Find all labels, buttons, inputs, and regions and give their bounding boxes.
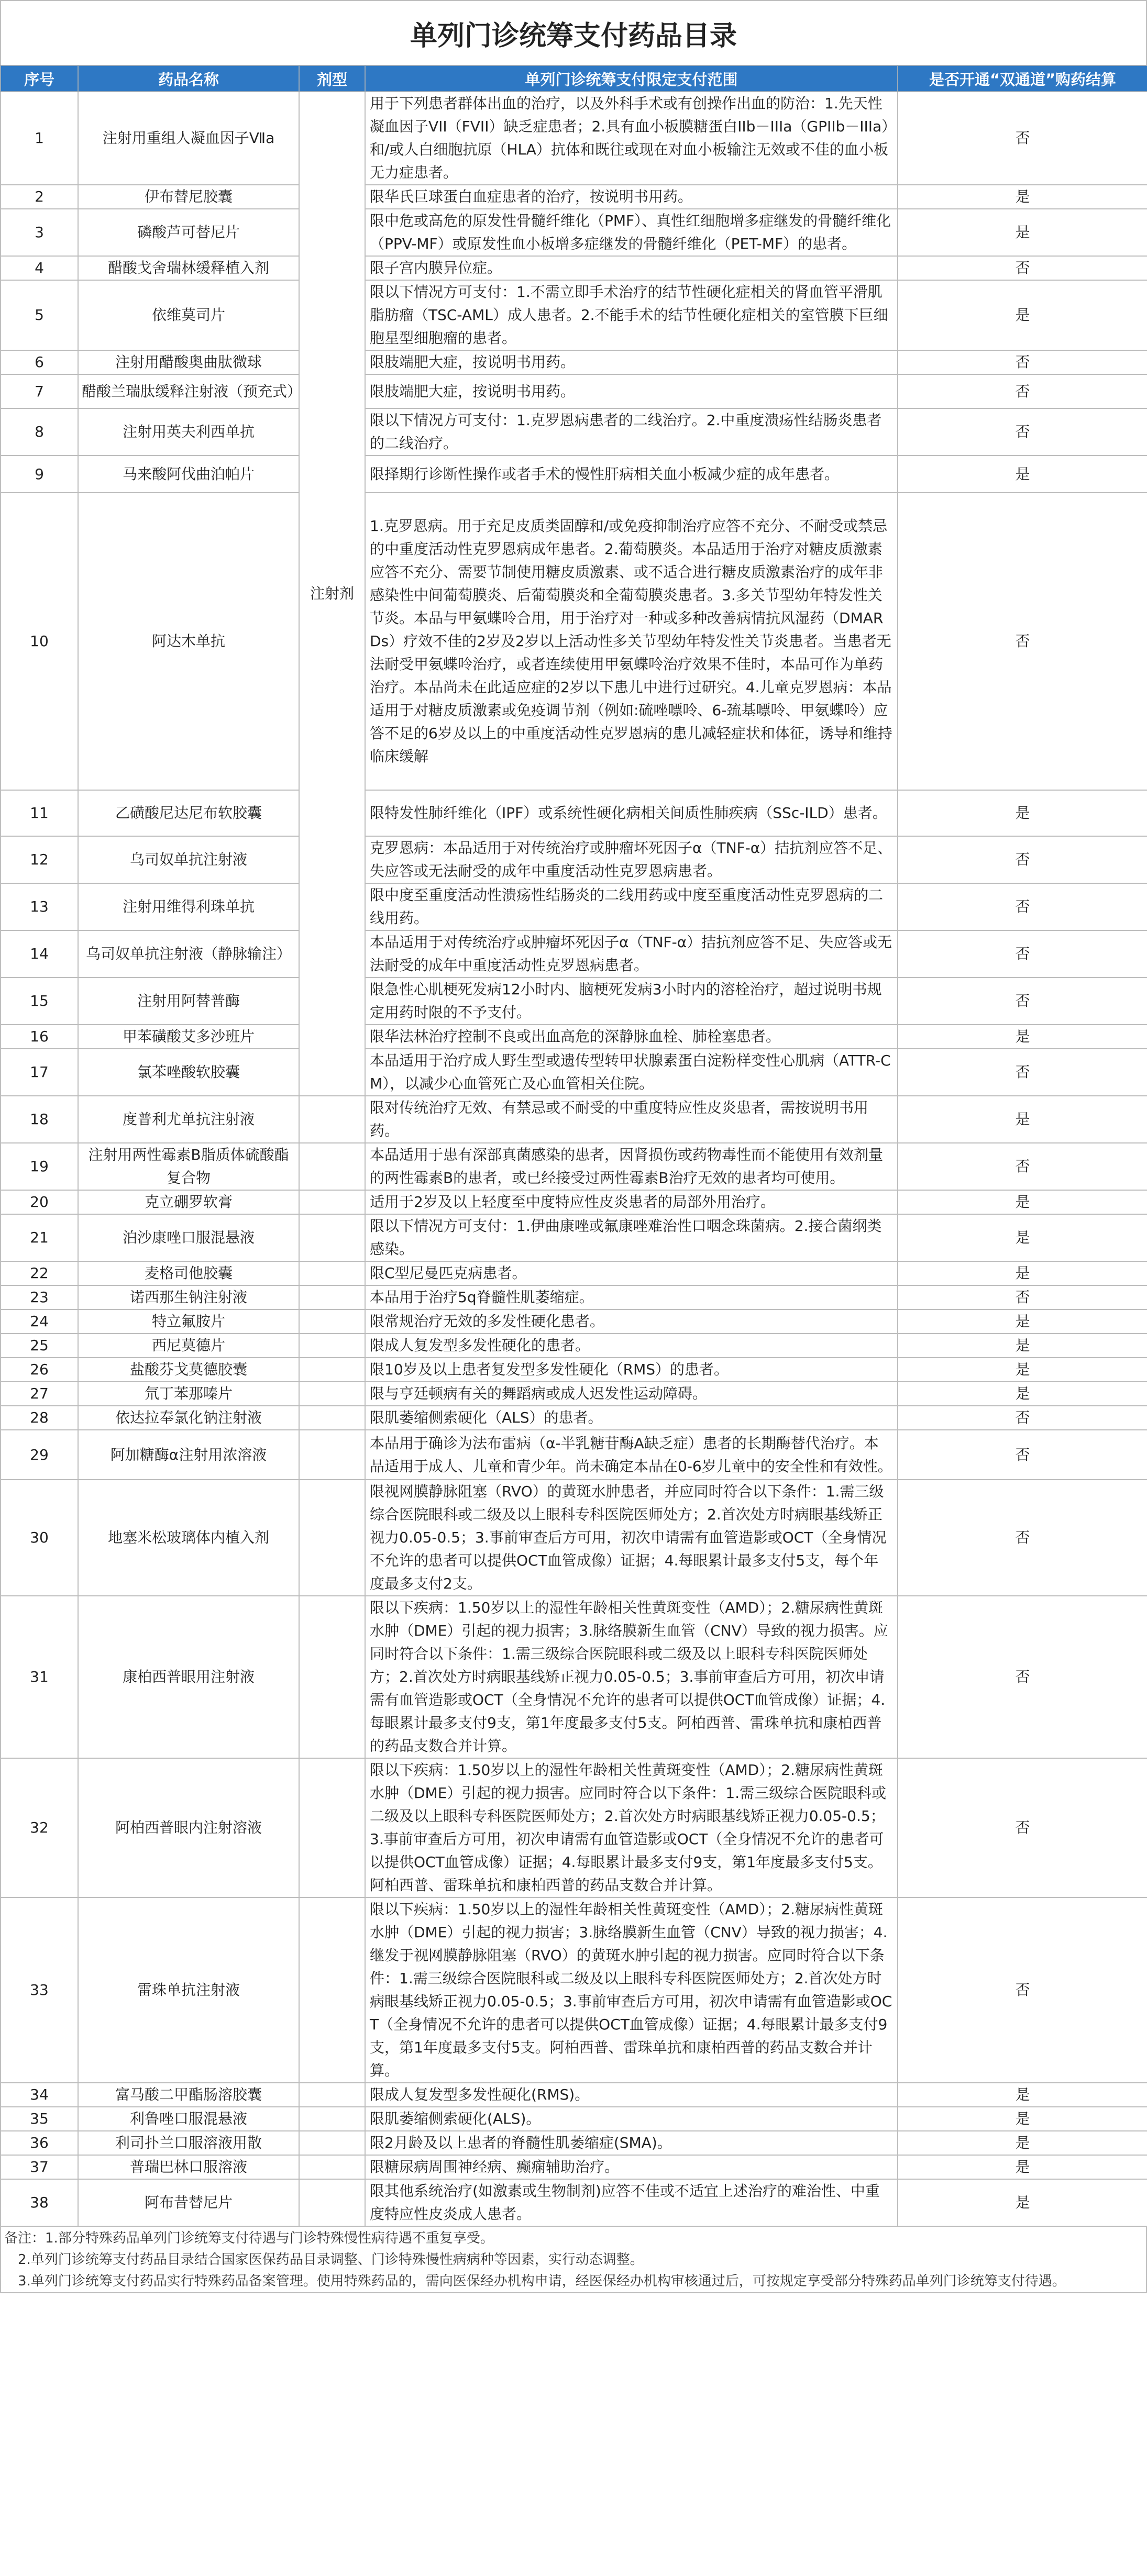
payment-scope: 限其他系统治疗(如激素或生物制剂)应答不佳或不适宜上述治疗的难治性、中重度特应性皮炎成人患者。 — [365, 2179, 898, 2226]
table-row — [1, 350, 1147, 374]
drug-name: 克立硼罗软膏 — [78, 1190, 299, 1214]
table-row — [1, 978, 1147, 1025]
row-number: 26 — [1, 1358, 78, 1382]
row-number: 12 — [1, 836, 78, 883]
dosage-form-empty — [299, 2155, 365, 2179]
drug-name: 醋酸戈舍瑞林缓释植入剂 — [78, 256, 299, 280]
row-number: 37 — [1, 2155, 78, 2179]
row-number: 20 — [1, 1190, 78, 1214]
dual-channel-flag: 是 — [898, 2131, 1147, 2155]
payment-scope: 限中危或高危的原发性骨髓纤维化（PMF）、真性红细胞增多症继发的骨髓纤维化（PPV-MF）或原发性血小板增多症继发的骨髓纤维化（PET-MF）的患者。 — [365, 209, 898, 256]
row-number: 35 — [1, 2107, 78, 2131]
drug-name: 阿布昔替尼片 — [78, 2179, 299, 2226]
table-row — [1, 1758, 1147, 1897]
dual-channel-flag: 是 — [898, 2155, 1147, 2179]
dual-channel-flag: 是 — [898, 209, 1147, 256]
dual-channel-flag: 否 — [898, 1430, 1147, 1480]
payment-scope: 限C型尼曼匹克病患者。 — [365, 1261, 898, 1285]
row-number: 5 — [1, 280, 78, 350]
drug-name: 阿达木单抗 — [78, 493, 299, 790]
table-row — [1, 790, 1147, 836]
drug-name: 诺西那生钠注射液 — [78, 1285, 299, 1309]
payment-scope: 本品用于治疗5q脊髓性肌萎缩症。 — [365, 1285, 898, 1309]
dual-channel-flag: 是 — [898, 1025, 1147, 1049]
table-row — [1, 836, 1147, 883]
table-row — [1, 1096, 1147, 1143]
drug-name: 泊沙康唑口服混悬液 — [78, 1214, 299, 1261]
row-number: 1 — [1, 92, 78, 185]
payment-scope: 限对传统治疗无效、有禁忌或不耐受的中重度特应性皮炎患者，需按说明书用药。 — [365, 1096, 898, 1143]
payment-scope: 限以下疾病：1.50岁以上的湿性年龄相关性黄斑变性（AMD）；2.糖尿病性黄斑水肿（DME）引起的视力损害；3.脉络膜新生血管（CNV）导致的视力损害。应同时符合以下条件：1.需三级综合医院眼科或二级及以上眼科专科医院医师处方；2.首次处方时病眼基线矫正视力0.05-0.5；3.事前审查后方可用，初次申请需有血管造影或OCT（全身情况不允许的患者可以提供OCT血管成像）证据；4.每眼累计最多支付9支，第1年度最多支付5支。阿柏西普、雷珠单抗和康柏西普的药品支数合并计算。 — [365, 1596, 898, 1758]
dosage-form-empty — [299, 1897, 365, 2083]
dual-channel-flag: 是 — [898, 1358, 1147, 1382]
drug-name: 伊布替尼胶囊 — [78, 185, 299, 209]
payment-scope: 本品用于确诊为法布雷病（α-半乳糖苷酶A缺乏症）患者的长期酶替代治疗。本品适用于成人、儿童和青少年。尚未确定本品在0-6岁儿童中的安全性和有效性。 — [365, 1430, 898, 1480]
dual-channel-flag: 是 — [898, 1309, 1147, 1334]
dosage-form-empty — [299, 2083, 365, 2107]
table-row — [1, 209, 1147, 256]
dosage-form-empty — [299, 1143, 365, 1190]
drug-name: 利司扑兰口服溶液用散 — [78, 2131, 299, 2155]
header-row — [1, 65, 1147, 92]
drug-name: 注射用重组人凝血因子Ⅶa — [78, 92, 299, 185]
table-row — [1, 456, 1147, 493]
payment-scope: 限急性心肌梗死发病12小时内、脑梗死发病3小时内的溶栓治疗，超过说明书规定用药时限的不予支付。 — [365, 978, 898, 1025]
dual-channel-flag: 否 — [898, 493, 1147, 790]
payment-scope: 限以下情况方可支付：1.不需立即手术治疗的结节性硬化症相关的肾血管平滑肌脂肪瘤（TSC-AML）成人患者。2.不能手术的结节性硬化症相关的室管膜下巨细胞星型细胞瘤的患者。 — [365, 280, 898, 350]
dual-channel-flag: 否 — [898, 1049, 1147, 1096]
table-row — [1, 493, 1147, 790]
col-header-name: 药品名称 — [78, 65, 299, 92]
table-row — [1, 1480, 1147, 1596]
payment-scope: 限与亨廷顿病有关的舞蹈病或成人迟发性运动障碍。 — [365, 1382, 898, 1406]
dosage-form-empty — [299, 1261, 365, 1285]
payment-scope: 限2月龄及以上患者的脊髓性肌萎缩症(SMA)。 — [365, 2131, 898, 2155]
row-number: 8 — [1, 408, 78, 456]
row-number: 16 — [1, 1025, 78, 1049]
dual-channel-flag: 否 — [898, 256, 1147, 280]
payment-scope: 适用于2岁及以上轻度至中度特应性皮炎患者的局部外用治疗。 — [365, 1190, 898, 1214]
drug-name: 注射用两性霉素B脂质体硫酸酯复合物 — [78, 1143, 299, 1190]
row-number: 11 — [1, 790, 78, 836]
table-row — [1, 1143, 1147, 1190]
table-row — [1, 1430, 1147, 1480]
dual-channel-flag: 否 — [898, 978, 1147, 1025]
table-body — [1, 92, 1147, 2226]
dual-channel-flag: 否 — [898, 1285, 1147, 1309]
table-row — [1, 883, 1147, 930]
drug-name: 利鲁唑口服混悬液 — [78, 2107, 299, 2131]
payment-scope: 限中度至重度活动性溃疡性结肠炎的二线用药或中度至重度活动性克罗恩病的二线用药。 — [365, 883, 898, 930]
payment-scope: 限肌萎缩侧索硬化（ALS）的患者。 — [365, 1406, 898, 1430]
drug-name: 注射用英夫利西单抗 — [78, 408, 299, 456]
payment-scope: 限以下情况方可支付：1.克罗恩病患者的二线治疗。2.中重度溃疡性结肠炎患者的二线治疗。 — [365, 408, 898, 456]
row-number: 22 — [1, 1261, 78, 1285]
drug-name: 乙磺酸尼达尼布软胶囊 — [78, 790, 299, 836]
drug-name: 盐酸芬戈莫德胶囊 — [78, 1358, 299, 1382]
row-number: 9 — [1, 456, 78, 493]
dual-channel-flag: 是 — [898, 1382, 1147, 1406]
col-header-no: 序号 — [1, 65, 78, 92]
drug-name: 甲苯磺酸艾多沙班片 — [78, 1025, 299, 1049]
drug-name: 西尼莫德片 — [78, 1334, 299, 1358]
row-number: 4 — [1, 256, 78, 280]
dual-channel-flag: 否 — [898, 1143, 1147, 1190]
note-item: 3.单列门诊统筹支付药品实行特殊药品备案管理。使用特殊药品的，需向医保经办机构申请，经医保经办机构审核通过后，可按规定享受部分特殊药品单列门诊统筹支付待遇。 — [18, 2273, 1066, 2289]
row-number: 34 — [1, 2083, 78, 2107]
payment-scope: 1.克罗恩病。用于充足皮质类固醇和/或免疫抑制治疗应答不充分、不耐受或禁忌的中重度活动性克罗恩病成年患者。2.葡萄膜炎。本品适用于治疗对糖皮质激素应答不充分、需要节制使用糖皮质激素、或不适合进行糖皮质激素治疗的成年非感染性中间葡萄膜炎、后葡萄膜炎和全葡萄膜炎患者。3.多关节型幼年特发性关节炎。本品与甲氨蝶呤合用，用于治疗对一种或多种改善病情抗风湿药（DMARDs）疗效不佳的2岁及2岁以上活动性多关节型幼年特发性关节炎患者。当患者无法耐受甲氨蝶呤治疗，或者连续使用甲氨蝶呤治疗效果不佳时，本品可作为单药治疗。本品尚未在此适应症的2岁以下患儿中进行过研究。4.儿童克罗恩病：本品适用于对糖皮质激素或免疫调节剂（例如:硫唑嘌呤、6-巯基嘌呤、甲氨蝶呤）应答不足的6岁及以上的中重度活动性克罗恩病的患儿减轻症状和体征，诱导和维持临床缓解 — [365, 493, 898, 790]
dual-channel-flag: 否 — [898, 883, 1147, 930]
row-number: 17 — [1, 1049, 78, 1096]
payment-scope: 限以下疾病：1.50岁以上的湿性年龄相关性黄斑变性（AMD）；2.糖尿病性黄斑水肿（DME）引起的视力损害；3.脉络膜新生血管（CNV）导致的视力损害；4.继发于视网膜静脉阻塞（RVO）的黄斑水肿引起的视力损害。应同时符合以下条件：1.需三级综合医院眼科或二级及以上眼科专科医院医师处方；2.首次处方时病眼基线矫正视力0.05-0.5；3.事前审查后方可用，初次申请需有血管造影或OCT（全身情况不允许的患者可以提供OCT血管成像）证据；4.每眼累计最多支付9支，第1年度最多支付5支。阿柏西普、雷珠单抗和康柏西普的药品支数合并计算。 — [365, 1897, 898, 2083]
payment-scope: 限华法林治疗控制不良或出血高危的深静脉血栓、肺栓塞患者。 — [365, 1025, 898, 1049]
payment-scope: 限肌萎缩侧索硬化(ALS)。 — [365, 2107, 898, 2131]
note-item: 2.单列门诊统筹支付药品目录结合国家医保药品目录调整、门诊特殊慢性病病种等因素，实行动态调整。 — [18, 2252, 644, 2268]
notes — [0, 2227, 1147, 2293]
dual-channel-flag: 是 — [898, 1261, 1147, 1285]
drug-name: 乌司奴单抗注射液（静脉输注） — [78, 930, 299, 978]
table-row — [1, 1358, 1147, 1382]
table-row — [1, 1214, 1147, 1261]
drug-name: 阿加糖酶α注射用浓溶液 — [78, 1430, 299, 1480]
row-number: 38 — [1, 2179, 78, 2226]
row-number: 32 — [1, 1758, 78, 1897]
drug-name: 注射用阿替普酶 — [78, 978, 299, 1025]
payment-scope: 限以下情况方可支付：1.伊曲康唑或氟康唑难治性口咽念珠菌病。2.接合菌纲类感染。 — [365, 1214, 898, 1261]
dual-channel-flag: 是 — [898, 790, 1147, 836]
drug-name: 度普利尤单抗注射液 — [78, 1096, 299, 1143]
row-number: 18 — [1, 1096, 78, 1143]
table-row — [1, 1190, 1147, 1214]
col-header-channel: 是否开通“双通道”购药结算 — [898, 65, 1147, 92]
payment-scope: 限肢端肥大症，按说明书用药。 — [365, 350, 898, 374]
payment-scope: 限视网膜静脉阻塞（RVO）的黄斑水肿患者，并应同时符合以下条件：1.需三级综合医院眼科或二级及以上眼科专科医院医师处方；2.首次处方时病眼基线矫正视力0.05-0.5；3.事前审查后方可用，初次申请需有血管造影或OCT（全身情况不允许的患者可以提供OCT血管成像）证据；4.每眼累计最多支付5支，每个年度最多支付2支。 — [365, 1480, 898, 1596]
dosage-form-empty — [299, 1214, 365, 1261]
payment-scope: 限常规治疗无效的多发性硬化患者。 — [365, 1309, 898, 1334]
drug-name: 氯苯唑酸软胶囊 — [78, 1049, 299, 1096]
drug-name: 特立氟胺片 — [78, 1309, 299, 1334]
dual-channel-flag: 否 — [898, 1758, 1147, 1897]
col-header-scope: 单列门诊统筹支付限定支付范围 — [365, 65, 898, 92]
row-number: 2 — [1, 185, 78, 209]
dosage-form-empty — [299, 1430, 365, 1480]
dual-channel-flag: 是 — [898, 2083, 1147, 2107]
dual-channel-flag: 是 — [898, 1214, 1147, 1261]
dosage-form-empty — [299, 1382, 365, 1406]
row-number: 13 — [1, 883, 78, 930]
table-row — [1, 1897, 1147, 2083]
table-row — [1, 1261, 1147, 1285]
payment-scope: 限糖尿病周围神经病、癫痫辅助治疗。 — [365, 2155, 898, 2179]
dosage-form-empty — [299, 1480, 365, 1596]
row-number: 23 — [1, 1285, 78, 1309]
drug-name: 注射用维得利珠单抗 — [78, 883, 299, 930]
table-row — [1, 1382, 1147, 1406]
dual-channel-flag: 否 — [898, 92, 1147, 185]
row-number: 25 — [1, 1334, 78, 1358]
row-number: 31 — [1, 1596, 78, 1758]
dual-channel-flag: 否 — [898, 374, 1147, 408]
drug-name: 依达拉奉氯化钠注射液 — [78, 1406, 299, 1430]
notes-label: 备注： — [4, 2230, 46, 2246]
row-number: 15 — [1, 978, 78, 1025]
row-number: 30 — [1, 1480, 78, 1596]
payment-scope: 限肢端肥大症，按说明书用药。 — [365, 374, 898, 408]
col-header-form: 剂型 — [299, 65, 365, 92]
dual-channel-flag: 否 — [898, 930, 1147, 978]
dosage-form-empty — [299, 1190, 365, 1214]
table-row — [1, 2179, 1147, 2226]
dual-channel-flag: 否 — [898, 1596, 1147, 1758]
drug-name: 醋酸兰瑞肽缓释注射液（预充式） — [78, 374, 299, 408]
row-number: 33 — [1, 1897, 78, 2083]
drug-name: 麦格司他胶囊 — [78, 1261, 299, 1285]
drug-name: 马来酸阿伐曲泊帕片 — [78, 456, 299, 493]
dual-channel-flag: 否 — [898, 408, 1147, 456]
table-row — [1, 1049, 1147, 1096]
dual-channel-flag: 是 — [898, 456, 1147, 493]
dual-channel-flag: 是 — [898, 2107, 1147, 2131]
row-number: 36 — [1, 2131, 78, 2155]
row-number: 10 — [1, 493, 78, 790]
row-number: 7 — [1, 374, 78, 408]
drug-name: 乌司奴单抗注射液 — [78, 836, 299, 883]
payment-scope: 本品适用于患有深部真菌感染的患者，因肾损伤或药物毒性而不能使用有效剂量的两性霉素B的患者，或已经接受过两性霉素B治疗无效的患者均可使用。 — [365, 1143, 898, 1190]
table-row — [1, 2107, 1147, 2131]
payment-scope: 限择期行诊断性操作或者手术的慢性肝病相关血小板减少症的成年患者。 — [365, 456, 898, 493]
dosage-form-empty — [299, 2107, 365, 2131]
row-number: 28 — [1, 1406, 78, 1430]
note-item: 1.部分特殊药品单列门诊统筹支付待遇与门诊特殊慢性病待遇不重复享受。 — [45, 2230, 494, 2246]
dosage-form-cell: 注射剂 — [299, 92, 365, 1096]
payment-scope: 限特发性肺纤维化（IPF）或系统性硬化病相关间质性肺疾病（SSc-ILD）患者。 — [365, 790, 898, 836]
table-row — [1, 1596, 1147, 1758]
table-row — [1, 2155, 1147, 2179]
drug-name: 磷酸芦可替尼片 — [78, 209, 299, 256]
drug-name: 注射用醋酸奥曲肽微球 — [78, 350, 299, 374]
payment-scope: 克罗恩病：本品适用于对传统治疗或肿瘤坏死因子α（TNF-α）拮抗剂应答不足、失应答或无法耐受的成年中重度活动性克罗恩病患者。 — [365, 836, 898, 883]
dosage-form-empty — [299, 1334, 365, 1358]
dual-channel-flag: 否 — [898, 1480, 1147, 1596]
drug-name: 氘丁苯那嗪片 — [78, 1382, 299, 1406]
dual-channel-flag: 是 — [898, 185, 1147, 209]
row-number: 19 — [1, 1143, 78, 1190]
table-row — [1, 280, 1147, 350]
table-row — [1, 1025, 1147, 1049]
drug-table — [0, 65, 1147, 2227]
payment-scope: 限以下疾病：1.50岁以上的湿性年龄相关性黄斑变性（AMD）；2.糖尿病性黄斑水肿（DME）引起的视力损害。应同时符合以下条件：1.需三级综合医院眼科或二级及以上眼科专科医院医师处方；2.首次处方时病眼基线矫正视力0.05-0.5；3.事前审查后方可用，初次申请需有血管造影或OCT（全身情况不允许的患者可以提供OCT血管成像）证据；4.每眼累计最多支付9支，第1年度最多支付5支。阿柏西普、雷珠单抗和康柏西普的药品支数合并计算。 — [365, 1758, 898, 1897]
table-row — [1, 1309, 1147, 1334]
table-row — [1, 256, 1147, 280]
dosage-form-empty — [299, 1358, 365, 1382]
drug-name: 阿柏西普眼内注射溶液 — [78, 1758, 299, 1897]
row-number: 24 — [1, 1309, 78, 1334]
row-number: 21 — [1, 1214, 78, 1261]
table-row — [1, 374, 1147, 408]
row-number: 6 — [1, 350, 78, 374]
payment-scope: 本品适用于对传统治疗或肿瘤坏死因子α（TNF-α）拮抗剂应答不足、失应答或无法耐受的成年中重度活动性克罗恩病患者。 — [365, 930, 898, 978]
row-number: 14 — [1, 930, 78, 978]
drug-name: 富马酸二甲酯肠溶胶囊 — [78, 2083, 299, 2107]
page-title: 单列门诊统筹支付药品目录 — [0, 0, 1147, 65]
payment-scope: 限成人复发型多发性硬化的患者。 — [365, 1334, 898, 1358]
dosage-form-empty — [299, 2179, 365, 2226]
dual-channel-flag: 是 — [898, 1334, 1147, 1358]
payment-scope: 本品适用于治疗成人野生型或遗传型转甲状腺素蛋白淀粉样变性心肌病（ATTR-CM），以减少心血管死亡及心血管相关住院。 — [365, 1049, 898, 1096]
payment-scope: 用于下列患者群体出血的治疗，以及外科手术或有创操作出血的防治：1.先天性凝血因子VII（FVII）缺乏症患者；2.具有血小板膜糖蛋白IIb－IIIa（GPIIb－IIIa）和/或人白细胞抗原（HLA）抗体和既往或现在对血小板输注无效或不佳的血小板无力症患者。 — [365, 92, 898, 185]
payment-scope: 限子宫内膜异位症。 — [365, 256, 898, 280]
drug-name: 康柏西普眼用注射液 — [78, 1596, 299, 1758]
dosage-form-empty — [299, 1406, 365, 1430]
dual-channel-flag: 是 — [898, 1190, 1147, 1214]
dual-channel-flag: 否 — [898, 350, 1147, 374]
payment-scope: 限成人复发型多发性硬化(RMS)。 — [365, 2083, 898, 2107]
drug-name: 雷珠单抗注射液 — [78, 1897, 299, 2083]
dual-channel-flag: 是 — [898, 2179, 1147, 2226]
drug-name: 依维莫司片 — [78, 280, 299, 350]
table-row — [1, 1285, 1147, 1309]
dual-channel-flag: 是 — [898, 1096, 1147, 1143]
table-row — [1, 92, 1147, 185]
drug-name: 地塞米松玻璃体内植入剂 — [78, 1480, 299, 1596]
table-row — [1, 930, 1147, 978]
table-row — [1, 2131, 1147, 2155]
dosage-form-empty — [299, 1096, 365, 1143]
dual-channel-flag: 否 — [898, 836, 1147, 883]
table-row — [1, 1334, 1147, 1358]
dual-channel-flag: 否 — [898, 1897, 1147, 2083]
row-number: 27 — [1, 1382, 78, 1406]
dosage-form-empty — [299, 1758, 365, 1897]
dual-channel-flag: 是 — [898, 280, 1147, 350]
row-number: 3 — [1, 209, 78, 256]
payment-scope: 限10岁及以上患者复发型多发性硬化（RMS）的患者。 — [365, 1358, 898, 1382]
table-row — [1, 2083, 1147, 2107]
row-number: 29 — [1, 1430, 78, 1480]
dosage-form-empty — [299, 1309, 365, 1334]
payment-scope: 限华氏巨球蛋白血症患者的治疗，按说明书用药。 — [365, 185, 898, 209]
dosage-form-empty — [299, 2131, 365, 2155]
table-row — [1, 408, 1147, 456]
table-row — [1, 185, 1147, 209]
dosage-form-empty — [299, 1285, 365, 1309]
table-row — [1, 1406, 1147, 1430]
drug-name: 普瑞巴林口服溶液 — [78, 2155, 299, 2179]
dosage-form-empty — [299, 1596, 365, 1758]
dual-channel-flag: 否 — [898, 1406, 1147, 1430]
